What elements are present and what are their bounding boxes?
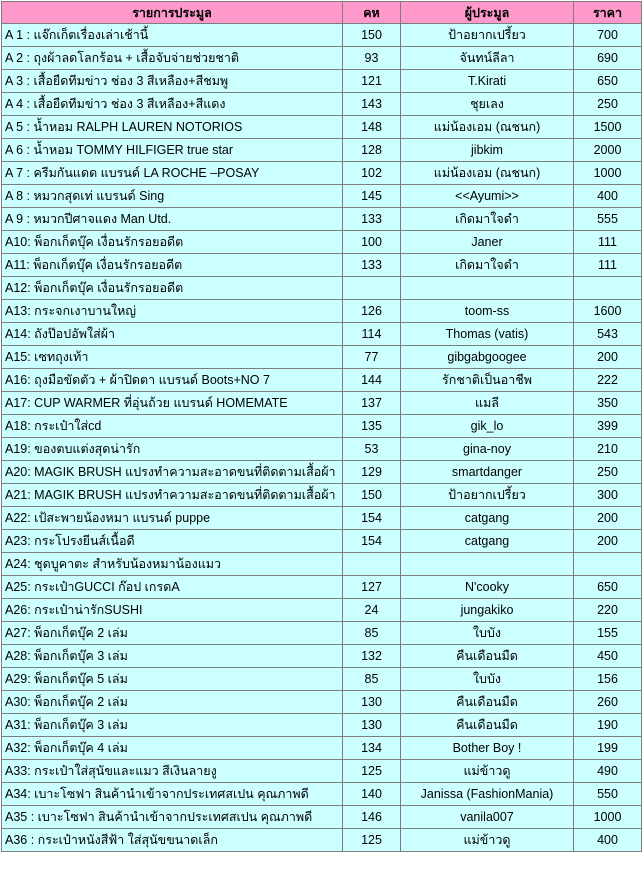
item-cell: A22: เป้สะพายน้องหมา แบรนด์ puppe <box>2 507 343 530</box>
item-cell: A11: พ็อกเก็ตบุ๊ค เงื่อนรักรอยอดีต <box>2 254 343 277</box>
header-bidder: ผู้ประมูล <box>401 2 574 24</box>
item-cell: A31: พ็อกเก็ตบุ๊ค 3 เล่ม <box>2 714 343 737</box>
reply-no-cell: 125 <box>343 760 401 783</box>
price-cell: 400 <box>574 829 642 852</box>
reply-no-cell: 132 <box>343 645 401 668</box>
bidder-cell: คืนเดือนมืด <box>401 645 574 668</box>
price-cell: 300 <box>574 484 642 507</box>
bidder-cell: gik_lo <box>401 415 574 438</box>
item-cell: A28: พ็อกเก็ตบุ๊ค 3 เล่ม <box>2 645 343 668</box>
table-row <box>2 461 642 484</box>
item-cell: A29: พ็อกเก็ตบุ๊ค 5 เล่ม <box>2 668 343 691</box>
price-cell: 555 <box>574 208 642 231</box>
table-row <box>2 714 642 737</box>
reply-no-cell: 143 <box>343 93 401 116</box>
bidder-cell: แม่ข้าวดู <box>401 760 574 783</box>
item-cell: A 4 : เสื้อยืดทีมข่าว ช่อง 3 สีเหลือง+สีแดง <box>2 93 343 116</box>
bidder-cell: Janer <box>401 231 574 254</box>
bidder-cell: jibkim <box>401 139 574 162</box>
bidder-cell: toom-ss <box>401 300 574 323</box>
reply-no-cell: 102 <box>343 162 401 185</box>
price-cell: 222 <box>574 369 642 392</box>
item-cell: A19: ของตบแต่งสุดน่ารัก <box>2 438 343 461</box>
table-row <box>2 323 642 346</box>
item-cell: A23: กระโปรงยีนส์เนื้อดี <box>2 530 343 553</box>
table-row <box>2 507 642 530</box>
table-row <box>2 392 642 415</box>
bidder-cell: ป้าอยากเปรี้ยว <box>401 24 574 47</box>
price-cell: 111 <box>574 231 642 254</box>
bidder-cell: แม่ข้าวดู <box>401 829 574 852</box>
item-cell: A33: กระเป๋าใส่สุนัขและแมว สีเงินลายงู <box>2 760 343 783</box>
price-cell: 250 <box>574 461 642 484</box>
price-cell: 550 <box>574 783 642 806</box>
bidder-cell: ใบบัง <box>401 668 574 691</box>
price-cell: 2000 <box>574 139 642 162</box>
reply-no-cell: 85 <box>343 668 401 691</box>
reply-no-cell: 53 <box>343 438 401 461</box>
item-cell: A24: ชุดบูคาตะ สำหรับน้องหมาน้องแมว <box>2 553 343 576</box>
reply-no-cell: 77 <box>343 346 401 369</box>
bidder-cell: N'cooky <box>401 576 574 599</box>
bidder-cell: แม่น้องเอม (ณชนก) <box>401 162 574 185</box>
bidder-cell <box>401 277 574 300</box>
bidder-cell: เกิดมาใจดำ <box>401 254 574 277</box>
item-cell: A18: กระเป๋าใส่cd <box>2 415 343 438</box>
price-cell: 690 <box>574 47 642 70</box>
bidder-cell: รักชาติเป็นอาชีพ <box>401 369 574 392</box>
reply-no-cell: 121 <box>343 70 401 93</box>
bidder-cell: ชุยเลง <box>401 93 574 116</box>
item-cell: A20: MAGIK BRUSH แปรงทำความสะอาดขนที่ติดตามเสื้อผ้า <box>2 461 343 484</box>
table-row <box>2 622 642 645</box>
bidder-cell: เกิดมาใจดำ <box>401 208 574 231</box>
price-cell: 111 <box>574 254 642 277</box>
table-row <box>2 668 642 691</box>
bidder-cell: jungakiko <box>401 599 574 622</box>
bidder-cell: คืนเดือนมืด <box>401 691 574 714</box>
price-cell: 700 <box>574 24 642 47</box>
price-cell: 1000 <box>574 162 642 185</box>
table-row <box>2 162 642 185</box>
price-cell: 156 <box>574 668 642 691</box>
table-row <box>2 829 642 852</box>
bidder-cell <box>401 553 574 576</box>
bidder-cell: จันทน์ลีลา <box>401 47 574 70</box>
reply-no-cell: 114 <box>343 323 401 346</box>
price-cell: 650 <box>574 70 642 93</box>
reply-no-cell: 133 <box>343 254 401 277</box>
table-row <box>2 806 642 829</box>
price-cell: 190 <box>574 714 642 737</box>
table-row <box>2 737 642 760</box>
reply-no-cell: 127 <box>343 576 401 599</box>
bidder-cell: gina-noy <box>401 438 574 461</box>
price-cell: 260 <box>574 691 642 714</box>
reply-no-cell: 154 <box>343 530 401 553</box>
table-row <box>2 24 642 47</box>
bidder-cell: Bother Boy ! <box>401 737 574 760</box>
table-row <box>2 599 642 622</box>
item-cell: A 3 : เสื้อยืดทีมข่าว ช่อง 3 สีเหลือง+สีชมพู <box>2 70 343 93</box>
reply-no-cell: 130 <box>343 691 401 714</box>
header-row <box>2 2 642 24</box>
table-row <box>2 760 642 783</box>
item-cell: A21: MAGIK BRUSH แปรงทำความสะอาดขนที่ติดตามเสื้อผ้า <box>2 484 343 507</box>
reply-no-cell: 125 <box>343 829 401 852</box>
price-cell: 400 <box>574 185 642 208</box>
table-row <box>2 47 642 70</box>
header-price: ราคา <box>574 2 642 24</box>
table-row <box>2 576 642 599</box>
table-row <box>2 438 642 461</box>
price-cell: 490 <box>574 760 642 783</box>
table-row <box>2 93 642 116</box>
bidder-cell: คืนเดือนมืด <box>401 714 574 737</box>
header-no: คห <box>343 2 401 24</box>
table-row <box>2 300 642 323</box>
reply-no-cell: 129 <box>343 461 401 484</box>
price-cell <box>574 553 642 576</box>
item-cell: A 8 : หมวกสุดเท่ แบรนด์ Sing <box>2 185 343 208</box>
table-row <box>2 185 642 208</box>
item-cell: A14: ถังป๊อปอัพใส่ผ้า <box>2 323 343 346</box>
reply-no-cell: 135 <box>343 415 401 438</box>
item-cell: A36 : กระเป๋าหนังสีฟ้า ใส่สุนัขขนาดเล็ก <box>2 829 343 852</box>
reply-no-cell: 150 <box>343 484 401 507</box>
item-cell: A 1 : แจ๊กเก็ตเรื่องเล่าเช้านี้ <box>2 24 343 47</box>
bidder-cell: catgang <box>401 507 574 530</box>
table-row <box>2 139 642 162</box>
bidder-cell: <<Ayumi>> <box>401 185 574 208</box>
table-row <box>2 415 642 438</box>
item-cell: A 6 : น้ำหอม TOMMY HILFIGER true star <box>2 139 343 162</box>
price-cell: 250 <box>574 93 642 116</box>
reply-no-cell <box>343 553 401 576</box>
item-cell: A26: กระเป๋าน่ารักSUSHI <box>2 599 343 622</box>
price-cell: 155 <box>574 622 642 645</box>
item-cell: A32: พ็อกเก็ตบุ๊ค 4 เล่ม <box>2 737 343 760</box>
table-row <box>2 346 642 369</box>
bidder-cell: T.Kirati <box>401 70 574 93</box>
reply-no-cell: 126 <box>343 300 401 323</box>
price-cell: 450 <box>574 645 642 668</box>
price-cell: 200 <box>574 507 642 530</box>
bidder-cell: ใบบัง <box>401 622 574 645</box>
item-cell: A34: เบาะโซฟา สินค้านำเข้าจากประเทศสเปน คุณภาพดี <box>2 783 343 806</box>
price-cell: 199 <box>574 737 642 760</box>
reply-no-cell: 134 <box>343 737 401 760</box>
price-cell: 200 <box>574 346 642 369</box>
auction-results-table <box>1 1 642 852</box>
table-row <box>2 254 642 277</box>
price-cell: 1600 <box>574 300 642 323</box>
reply-no-cell: 128 <box>343 139 401 162</box>
table-row <box>2 530 642 553</box>
table-row <box>2 231 642 254</box>
reply-no-cell: 93 <box>343 47 401 70</box>
price-cell: 1500 <box>574 116 642 139</box>
item-cell: A17: CUP WARMER ที่อุ่นถ้วย แบรนด์ HOMEMATE <box>2 392 343 415</box>
item-cell: A27: พ็อกเก็ตบุ๊ค 2 เล่ม <box>2 622 343 645</box>
item-cell: A16: ถุงมือขัดตัว + ผ้าปิดตา แบรนด์ Boots+NO 7 <box>2 369 343 392</box>
bidder-cell: vanila007 <box>401 806 574 829</box>
price-cell: 543 <box>574 323 642 346</box>
reply-no-cell: 145 <box>343 185 401 208</box>
table-row <box>2 70 642 93</box>
reply-no-cell: 140 <box>343 783 401 806</box>
price-cell: 350 <box>574 392 642 415</box>
table-body <box>2 24 642 852</box>
item-cell: A35 : เบาะโซฟา สินค้านำเข้าจากประเทศสเปน คุณภาพดี <box>2 806 343 829</box>
item-cell: A13: กระจกเงาบานใหญ่ <box>2 300 343 323</box>
item-cell: A15: เซทถุงเท้า <box>2 346 343 369</box>
reply-no-cell: 24 <box>343 599 401 622</box>
bidder-cell: แม่น้องเอม (ณชนก) <box>401 116 574 139</box>
price-cell <box>574 277 642 300</box>
price-cell: 1000 <box>574 806 642 829</box>
bidder-cell: catgang <box>401 530 574 553</box>
reply-no-cell: 100 <box>343 231 401 254</box>
header-item: รายการประมูล <box>2 2 343 24</box>
reply-no-cell: 150 <box>343 24 401 47</box>
item-cell: A 2 : ถุงผ้าลดโลกร้อน + เสื้อจับจ่ายช่วยชาติ <box>2 47 343 70</box>
table-row <box>2 553 642 576</box>
table-row <box>2 484 642 507</box>
item-cell: A12: พ็อกเก็ตบุ๊ค เงื่อนรักรอยอดีต <box>2 277 343 300</box>
reply-no-cell: 154 <box>343 507 401 530</box>
item-cell: A 9 : หมวกปีศาจแดง Man Utd. <box>2 208 343 231</box>
bidder-cell: ป้าอยากเปรี้ยว <box>401 484 574 507</box>
reply-no-cell: 144 <box>343 369 401 392</box>
reply-no-cell: 146 <box>343 806 401 829</box>
price-cell: 200 <box>574 530 642 553</box>
bidder-cell: Janissa (FashionMania) <box>401 783 574 806</box>
reply-no-cell: 130 <box>343 714 401 737</box>
table-row <box>2 208 642 231</box>
reply-no-cell <box>343 277 401 300</box>
bidder-cell: smartdanger <box>401 461 574 484</box>
table-row <box>2 645 642 668</box>
reply-no-cell: 133 <box>343 208 401 231</box>
table-row <box>2 691 642 714</box>
reply-no-cell: 148 <box>343 116 401 139</box>
item-cell: A25: กระเป๋าGUCCI ก๊อป เกรดA <box>2 576 343 599</box>
price-cell: 220 <box>574 599 642 622</box>
item-cell: A30: พ็อกเก็ตบุ๊ค 2 เล่ม <box>2 691 343 714</box>
table-row <box>2 277 642 300</box>
price-cell: 210 <box>574 438 642 461</box>
bidder-cell: Thomas (vatis) <box>401 323 574 346</box>
bidder-cell: แมลี <box>401 392 574 415</box>
table-row <box>2 783 642 806</box>
item-cell: A10: พ็อกเก็ตบุ๊ค เงื่อนรักรอยอดีต <box>2 231 343 254</box>
item-cell: A 7 : ครีมกันแดด แบรนด์ LA ROCHE –POSAY <box>2 162 343 185</box>
table-row <box>2 116 642 139</box>
price-cell: 399 <box>574 415 642 438</box>
reply-no-cell: 137 <box>343 392 401 415</box>
reply-no-cell: 85 <box>343 622 401 645</box>
item-cell: A 5 : น้ำหอม RALPH LAUREN NOTORIOS <box>2 116 343 139</box>
price-cell: 650 <box>574 576 642 599</box>
bidder-cell: gibgabgoogee <box>401 346 574 369</box>
table-row <box>2 369 642 392</box>
